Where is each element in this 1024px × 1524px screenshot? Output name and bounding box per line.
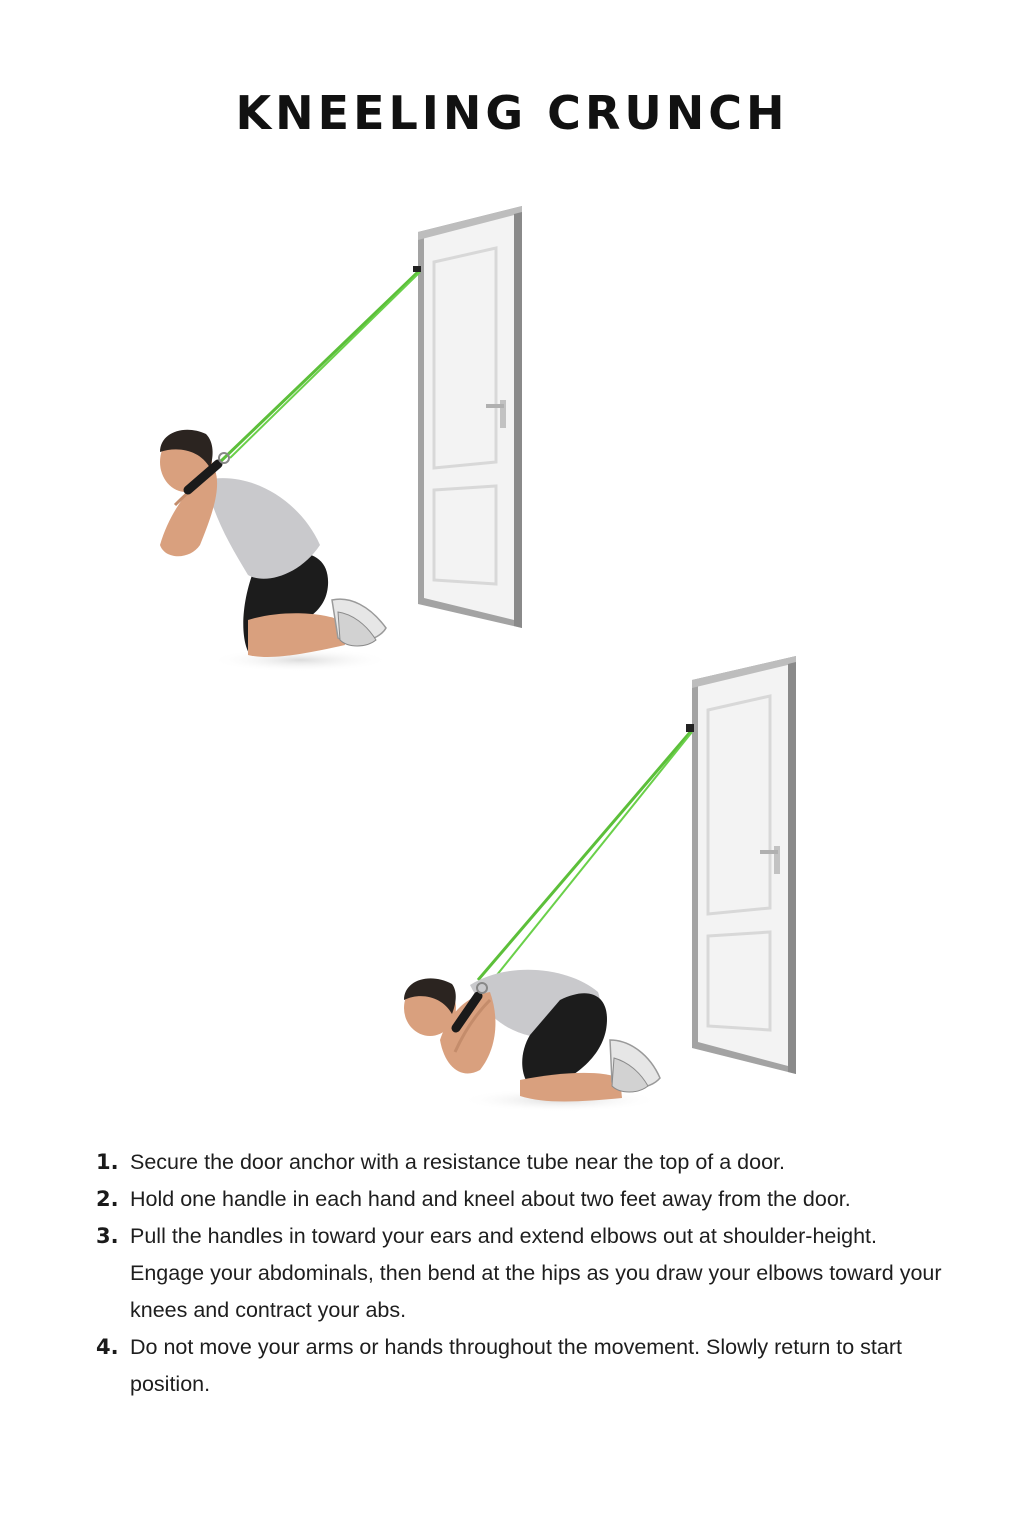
person-end-position: [404, 970, 660, 1112]
door-start-position: [418, 206, 522, 628]
instruction-step: [96, 1329, 946, 1403]
page-title: KNEELING CRUNCH: [235, 86, 789, 140]
instruction-step: [96, 1218, 946, 1329]
person-start-position: [160, 430, 390, 672]
door-end-position: [692, 656, 796, 1074]
step-text: Pull the handles in toward your ears and extend elbows out at shoulder-height. Engage your abdominals, then bend at the hips as you draw your elbows toward your knees and contract your abs.: [130, 1224, 942, 1322]
resistance-tube-start: [220, 266, 421, 462]
instruction-step: [96, 1144, 946, 1181]
step-text: Do not move your arms or hands throughout the movement. Slowly return to start position.: [130, 1335, 902, 1396]
instruction-step: [96, 1181, 946, 1218]
step-number: 3.: [96, 1224, 119, 1248]
step-number: 4.: [96, 1335, 119, 1359]
step-text: Secure the door anchor with a resistance tube near the top of a door.: [130, 1150, 785, 1174]
step-number: 1.: [96, 1150, 119, 1174]
step-number: 2.: [96, 1187, 119, 1211]
step-text: Hold one handle in each hand and kneel about two feet away from the door.: [130, 1187, 851, 1211]
instruction-steps: [96, 1144, 946, 1403]
resistance-tube-end: [478, 724, 694, 986]
